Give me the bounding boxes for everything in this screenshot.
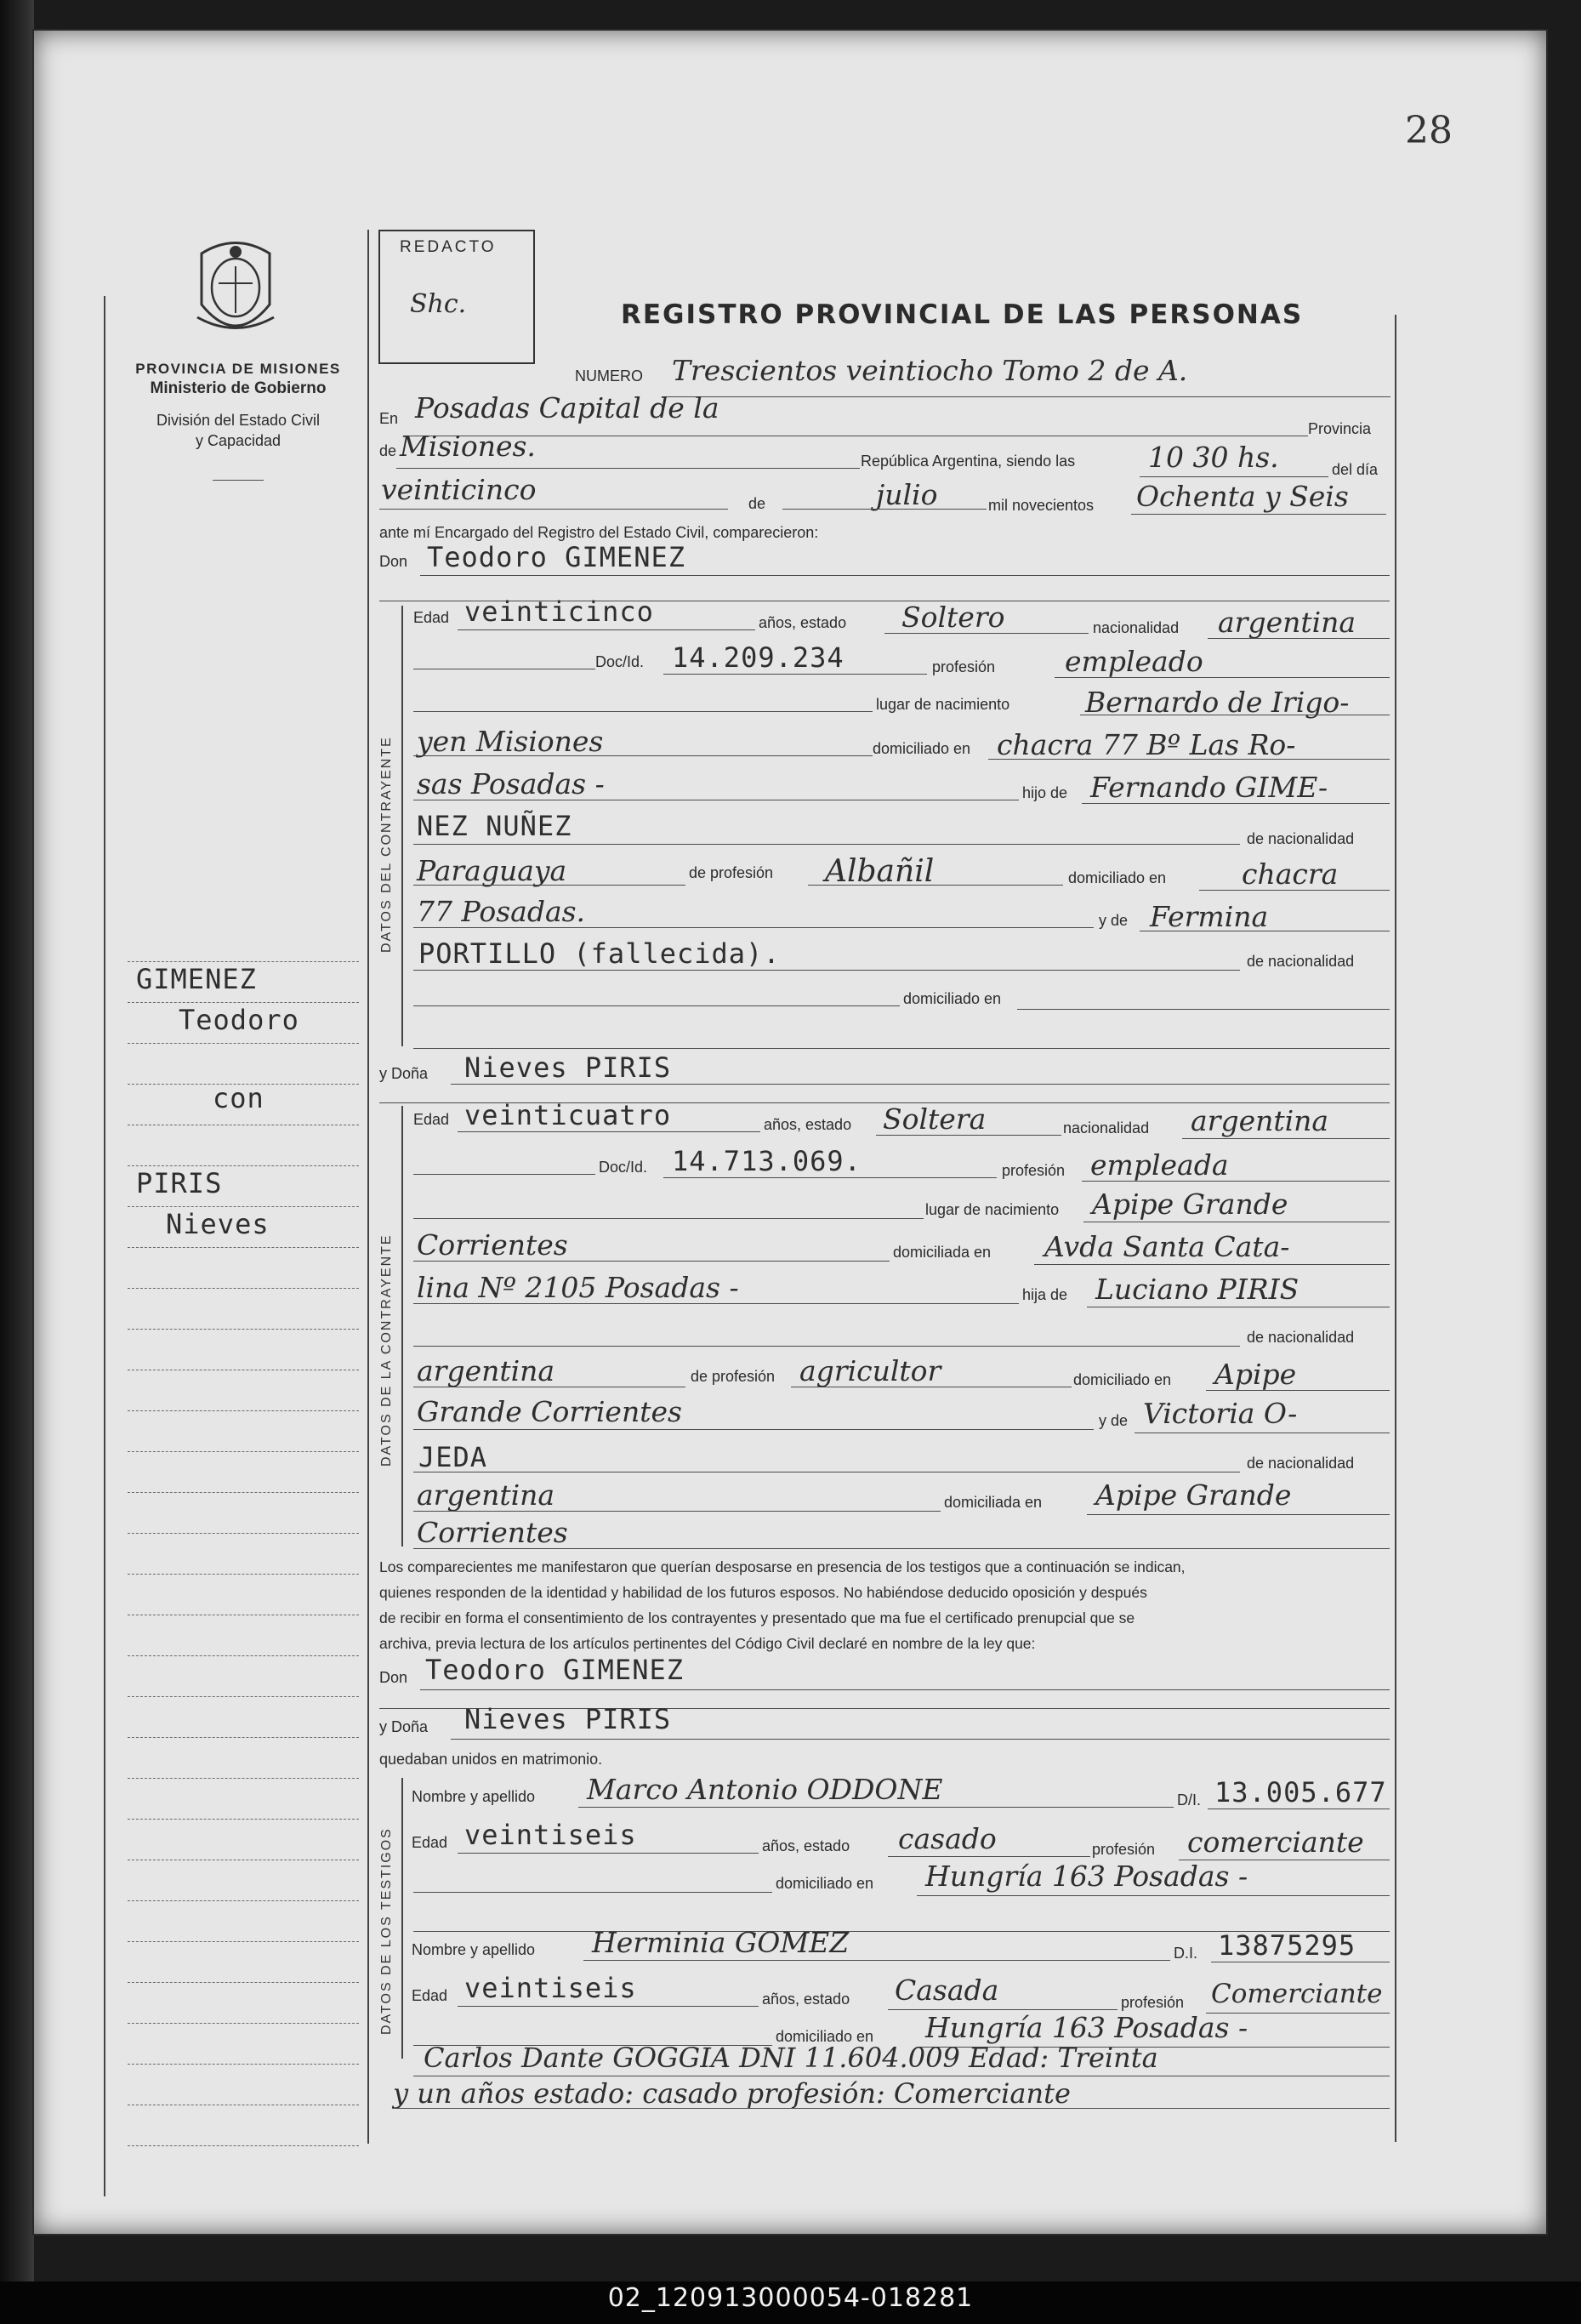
bride-doc: 14.713.069.: [672, 1145, 862, 1177]
groom-father: Fernando GIME-: [1090, 771, 1328, 804]
witness1-name: Marco Antonio ODDONE: [587, 1773, 943, 1806]
form-left-border: [367, 230, 369, 2144]
margin-ruled-line: [128, 1329, 359, 1330]
bride-father-address: Apipe: [1214, 1358, 1297, 1391]
declaracion-line2: quienes responden de la identidad y habilidad de los futuros esposos. No habiéndose deducido oposición y después: [379, 1584, 1147, 1601]
stamp-value: Shc.: [410, 289, 467, 319]
margin-ruled-line: [128, 2064, 359, 2065]
don-label: Don: [379, 553, 408, 570]
hora-value: 10 30 hs.: [1148, 441, 1279, 474]
en-label: En: [379, 410, 399, 427]
domicilio-label: domiciliada en: [893, 1244, 992, 1261]
provincia-label: Provincia: [1308, 420, 1372, 437]
groom-profession: empleado: [1065, 645, 1203, 678]
bride-address-cont: lina Nº 2105 Posadas -: [417, 1271, 739, 1304]
margin-ruled-line: [128, 1002, 359, 1003]
groom-father-cont: NEZ NUÑEZ: [417, 810, 572, 842]
profesion-label: profesión: [932, 658, 996, 675]
dia-value: veinticinco: [381, 473, 537, 506]
org-line4: y Capacidad: [195, 432, 282, 449]
witness1-age: veintiseis: [464, 1819, 637, 1851]
nacionalidad-label: nacionalidad: [1063, 1119, 1150, 1136]
nombre-label: Nombre y apellido: [412, 1788, 536, 1805]
margin-ruled-line: [128, 1982, 359, 1983]
margin-ruled-line: [128, 1737, 359, 1738]
profesion-label: profesión: [1121, 1994, 1185, 2011]
bride-mother: Victoria O-: [1143, 1397, 1298, 1430]
bride-status: Soltera: [883, 1102, 987, 1136]
del-dia-label: del día: [1332, 461, 1379, 478]
bride-father-address-cont: Grande Corrientes: [417, 1395, 682, 1428]
margin-ruled-line: [128, 1288, 359, 1289]
margin-ruled-line: [128, 1165, 359, 1166]
groom-status: Soltero: [901, 601, 1005, 634]
groom-age: veinticinco: [464, 595, 654, 628]
anios-label: años, estado: [759, 614, 847, 631]
section-testigos-label: DATOS DE LOS TESTIGOS: [379, 1827, 394, 2035]
witness1-address: Hungría 163 Posadas -: [925, 1860, 1248, 1893]
lugar-nacimiento-label: lugar de nacimiento: [876, 696, 1010, 713]
bride-profession: empleada: [1090, 1148, 1229, 1182]
page-number: 28: [1405, 109, 1453, 152]
groom-birthplace: Bernardo de Irigo-: [1085, 686, 1350, 719]
bride-mother-cont: JEDA: [418, 1441, 488, 1473]
domiciliado-label: domiciliado en: [1073, 1371, 1172, 1388]
margin-ruled-line: [128, 1778, 359, 1779]
margin-ruled-line: [128, 1696, 359, 1697]
bride-father: Luciano PIRIS: [1095, 1273, 1299, 1306]
ante-text: ante mí Encargado del Registro del Estado Civil, comparecieron:: [379, 524, 819, 541]
doc-label: Doc/Id.: [599, 1159, 648, 1176]
republica-label: República Argentina, siendo las: [861, 453, 1076, 470]
margin-name-bride: Nieves: [166, 1208, 270, 1240]
witness1-doc: 13.005.677: [1214, 1776, 1387, 1809]
witness1-profession: comerciante: [1187, 1826, 1364, 1859]
nacionalidad-label: nacionalidad: [1093, 619, 1180, 636]
margin-con: con: [213, 1082, 264, 1114]
groom-father-address: chacra: [1242, 857, 1339, 891]
edad-label: Edad: [412, 1987, 448, 2004]
nombre-label: Nombre y apellido: [412, 1941, 536, 1958]
witness2-age: veintiseis: [464, 1972, 637, 2004]
de-label: de: [379, 442, 397, 459]
decl-groom: Teodoro GIMENEZ: [425, 1654, 684, 1686]
scan-id: 02_120913000054-018281: [607, 2283, 974, 2313]
de-nacionalidad-label: de nacionalidad: [1247, 953, 1355, 970]
groom-father-address-cont: 77 Posadas.: [417, 895, 586, 928]
witness2-profession: Comerciante: [1211, 1979, 1383, 2009]
witness3-line2: y un años estado: casado profesión: Comerciante: [393, 2077, 1071, 2110]
mes-value: julio: [876, 478, 938, 511]
y-de-label: y de: [1099, 1412, 1129, 1429]
groom-address: chacra 77 Bº Las Ro-: [997, 728, 1296, 761]
margin-ruled-line: [128, 2023, 359, 2024]
bride-age: veinticuatro: [464, 1099, 672, 1131]
groom-father-nationality: Paraguaya: [417, 854, 567, 887]
margin-name-groom: Teodoro: [179, 1004, 299, 1036]
dona-label: y Doña: [379, 1065, 429, 1082]
en-value: Posadas Capital de la: [415, 391, 719, 424]
groom-birthplace-cont: yen Misiones: [417, 725, 604, 758]
de-profesion-label: de profesión: [689, 864, 774, 881]
witness3-line1: Carlos Dante GOGGIA DNI 11.604.009 Edad: Treinta: [424, 2042, 1158, 2074]
anio-value: Ochenta y Seis: [1136, 480, 1349, 513]
domiciliado-label: domiciliado en: [776, 2028, 874, 2045]
margin-ruled-line: [128, 1451, 359, 1452]
margin-surname-groom: GIMENEZ: [136, 963, 257, 995]
anios-label: años, estado: [762, 1837, 850, 1854]
margin-ruled-line: [128, 1655, 359, 1656]
groom-nationality: argentina: [1218, 606, 1356, 639]
org-line2: Ministerio de Gobierno: [150, 379, 327, 397]
lugar-nacimiento-label: lugar de nacimiento: [925, 1201, 1060, 1218]
bride-birthplace-cont: Corrientes: [417, 1228, 568, 1262]
margin-surname-bride: PIRIS: [136, 1167, 223, 1199]
edad-label: Edad: [413, 1111, 450, 1128]
bride-nationality: argentina: [1191, 1104, 1329, 1137]
don-value: Teodoro GIMENEZ: [427, 541, 685, 573]
unidos-text: quedaban unidos en matrimonio.: [379, 1751, 603, 1768]
domiciliado-label: domiciliado en: [1068, 869, 1167, 886]
doc-label: Doc/Id.: [595, 653, 645, 670]
anios-label: años, estado: [762, 1991, 850, 2008]
coat-of-arms-icon: [189, 236, 282, 347]
hija-label: hija de: [1022, 1286, 1068, 1303]
declaracion-line4: archiva, previa lectura de los artículos pertinentes del Código Civil declaré en nombre de la ley que:: [379, 1635, 1036, 1652]
don-label: Don: [379, 1669, 408, 1686]
margin-ruled-line: [128, 1941, 359, 1942]
witness2-address: Hungría 163 Posadas -: [925, 2011, 1248, 2044]
edad-label: Edad: [413, 609, 450, 626]
bride-mother-nationality: argentina: [417, 1478, 555, 1512]
declaracion-line1: Los comparecientes me manifestaron que querían desposarse en presencia de los testigos que a continuación se indican,: [379, 1558, 1186, 1575]
de-nacionalidad-label: de nacionalidad: [1247, 1329, 1355, 1346]
numero-value: Trescientos veintiocho Tomo 2 de A.: [672, 354, 1188, 387]
org-line3: División del Estado Civil: [156, 412, 321, 429]
margin-ruled-line: [128, 1410, 359, 1411]
bride-mother-address: Apipe Grande: [1095, 1478, 1292, 1512]
page-title: REGISTRO PROVINCIAL DE LAS PERSONAS: [621, 299, 1304, 330]
margin-ruled-line: [128, 1900, 359, 1901]
left-margin-border: [104, 296, 105, 2196]
margin-ruled-line: [128, 1043, 359, 1044]
bride-mother-address-cont: Corrientes: [417, 1516, 568, 1549]
groom-mother-cont: PORTILLO (fallecida).: [418, 937, 781, 970]
domiciliada-label: domiciliada en: [944, 1494, 1043, 1511]
witness2-name: Herminia GOMEZ: [592, 1926, 850, 1959]
section-contrayente-f-label: DATOS DE LA CONTRAYENTE: [379, 1233, 394, 1467]
de-nacionalidad-label: de nacionalidad: [1247, 1455, 1355, 1472]
witness2-doc: 13875295: [1218, 1929, 1356, 1962]
anios-label: años, estado: [764, 1116, 852, 1133]
doc-label: D/I.: [1177, 1791, 1202, 1809]
bride-address: Avda Santa Cata-: [1044, 1230, 1290, 1263]
de-nacionalidad-label: de nacionalidad: [1247, 830, 1355, 847]
margin-ruled-line: [128, 1533, 359, 1534]
groom-mother: Fermina: [1150, 900, 1269, 933]
dona-label: y Doña: [379, 1718, 429, 1735]
groom-address-cont: sas Posadas -: [417, 767, 605, 800]
book-spine: [0, 0, 34, 2324]
margin-ruled-line: [128, 1492, 359, 1493]
groom-doc: 14.209.234: [672, 641, 845, 674]
mil-label: mil novecientos: [988, 497, 1095, 514]
org-divider: [213, 480, 264, 481]
numero-label: NUMERO: [575, 367, 643, 384]
decl-bride: Nieves PIRIS: [464, 1703, 672, 1735]
domiciliado-label: domiciliado en: [903, 990, 1002, 1007]
groom-father-profession: Albañil: [825, 854, 935, 889]
form-right-border: [1395, 315, 1396, 2142]
bride-father-profession: agricultor: [799, 1354, 941, 1387]
margin-ruled-line: [128, 2145, 359, 2146]
profesion-label: profesión: [1092, 1841, 1156, 1858]
doc-label: D.I.: [1174, 1945, 1198, 1962]
witness2-status: Casada: [895, 1974, 999, 2007]
margin-ruled-line: [128, 1206, 359, 1207]
bride-name: Nieves PIRIS: [464, 1051, 672, 1084]
de2-label: de: [748, 495, 766, 512]
stamp-label: REDACTO: [400, 238, 497, 256]
margin-ruled-line: [128, 1574, 359, 1575]
domiciliado-label: domiciliado en: [776, 1875, 874, 1892]
section-contrayente-label: DATOS DEL CONTRAYENTE: [379, 736, 394, 953]
profesion-label: profesión: [1002, 1162, 1066, 1179]
hijo-label: hijo de: [1022, 784, 1068, 801]
domicilio-label: domiciliado en: [873, 740, 971, 757]
org-line1: PROVINCIA DE MISIONES: [135, 361, 341, 377]
edad-label: Edad: [412, 1834, 448, 1851]
margin-ruled-line: [128, 961, 359, 962]
de-value: Misiones.: [400, 430, 536, 463]
witness1-status: casado: [898, 1822, 997, 1855]
bride-birthplace: Apipe Grande: [1092, 1188, 1288, 1221]
bride-father-nationality: argentina: [417, 1354, 555, 1387]
margin-ruled-line: [128, 1819, 359, 1820]
de-profesion-label: de profesión: [691, 1368, 776, 1385]
y-de-label: y de: [1099, 912, 1129, 929]
margin-ruled-line: [128, 1247, 359, 1248]
declaracion-line3: de recibir en forma el consentimiento de los contrayentes y presentado que ma fue el certificado prenupcial que se: [379, 1609, 1135, 1626]
